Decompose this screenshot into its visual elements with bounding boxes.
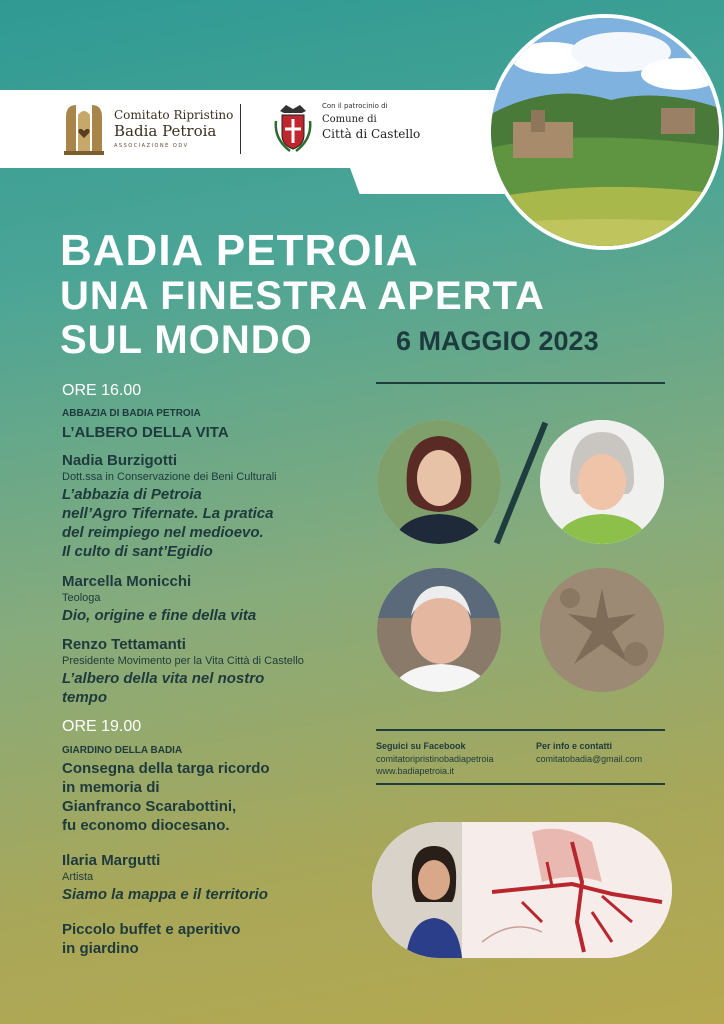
comune-line1: Comune di [322,114,377,125]
info-label: Per info e contatti [536,741,613,751]
org-name-line2: Badia Petroia [114,122,217,140]
email-link[interactable]: comitatobadia@gmail.com [536,754,643,764]
speaker-role-4: Artista [62,871,94,883]
speaker-role-2: Teologa [62,592,101,604]
photo-stone-relief [540,568,664,692]
talk-3-line2: tempo [62,689,107,706]
speaker-name-2: Marcella Monicchi [62,573,192,590]
patrocinio-label: Con il patrocinio di [322,102,388,110]
comune-crest-icon [272,101,314,155]
talk-3-line1: L’albero della vita nel nostro [62,670,265,687]
speaker-name-1: Nadia Burzigotti [62,452,177,469]
time-1900: ORE 19.00 [62,718,142,735]
photo-marcella-monicchi [540,420,664,544]
talk-1-line1: L’abbazia di Petroia [62,486,202,503]
header-band-slant [350,168,510,194]
time-1600: ORE 16.00 [62,382,142,399]
org-name-line1: Comitato Ripristino [114,108,234,122]
facebook-label: Seguici su Facebook [376,741,466,751]
ceremony-line2: in memoria di [62,779,160,796]
badia-logo-icon [62,101,106,157]
speaker-role-3: Presidente Movimento per la Vita Città di Castello [62,655,304,667]
talk-1-line3: del reimpiego nel medioevo. [62,524,264,541]
title-line1: BADIA PETROIA [60,226,419,275]
place-abbazia: ABBAZIA DI BADIA PETROIA [62,408,201,419]
header-divider [240,104,241,154]
event-date: 6 MAGGIO 2023 [396,326,599,356]
landscape-photo [487,14,723,250]
theme-albero: L’ALBERO DELLA VITA [62,424,229,441]
ceremony-line3: Gianfranco Scarabottini, [62,798,237,815]
divider-contacts-top [376,729,665,731]
talk-1-line2: nell’Agro Tifernate. La pratica [62,505,274,522]
talk-1-line4: Il culto di sant’Egidio [62,543,213,560]
website-link[interactable]: www.badiapetroia.it [376,766,455,776]
facebook-link[interactable]: comitatoripristinobadiapetroia [376,754,494,764]
comune-line2: Città di Castello [322,127,421,141]
ceremony-line4: fu economo diocesano. [62,817,230,834]
speaker-name-4: Ilaria Margutti [62,852,161,869]
speaker-role-1: Dott.ssa in Conservazione dei Beni Culturali [62,471,277,483]
ceremony-line1: Consegna della targa ricordo [62,760,270,777]
speaker-name-3: Renzo Tettamanti [62,636,186,653]
closing-line1: Piccolo buffet e aperitivo [62,921,241,938]
title-line2: UNA FINESTRA APERTA [60,274,545,318]
divider-top [376,382,665,384]
artist-image [372,822,672,958]
photo-renzo-tettamanti [377,568,501,692]
org-subtitle: ASSOCIAZIONE ODV [114,143,189,149]
divider-contacts-bottom [376,783,665,785]
closing-line2: in giardino [62,940,139,957]
talk-2: Dio, origine e fine della vita [62,607,257,624]
photo-nadia-burzigotti [377,420,501,544]
place-giardino: GIARDINO DELLA BADIA [62,745,183,756]
title-line3: SUL MONDO [60,318,313,362]
talk-4: Siamo la mappa e il territorio [62,886,268,903]
